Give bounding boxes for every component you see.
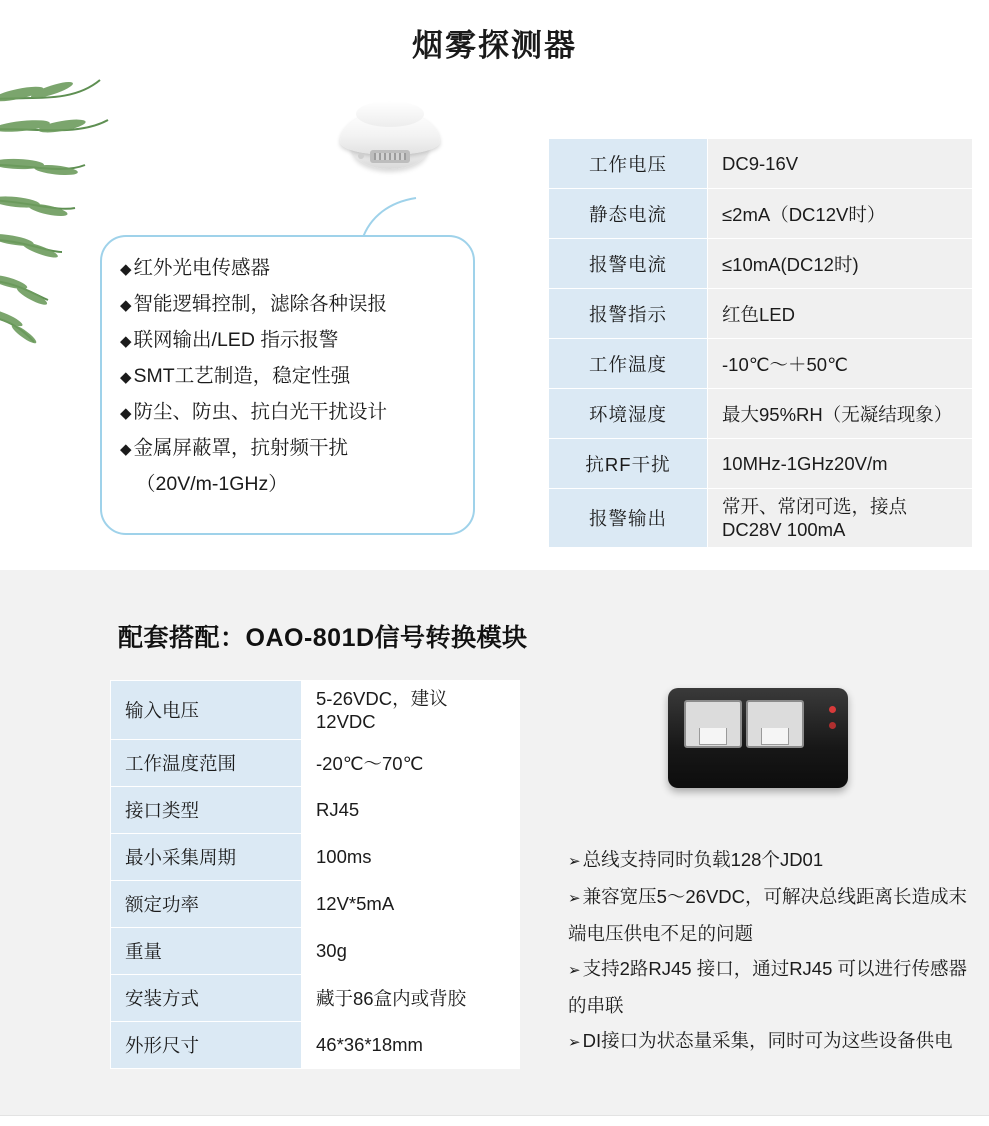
module-section-title: 配套搭配：OAO-801D信号转换模块 <box>118 624 528 652</box>
feature-text: 红外光电传感器 <box>133 257 271 279</box>
module-spec-key: 工作温度范围 <box>111 740 302 787</box>
feature-text: 金属屏蔽罩，抗射频干扰 <box>133 437 349 459</box>
list-item <box>120 251 465 287</box>
list-item <box>568 951 968 1023</box>
feature-list <box>120 251 465 501</box>
arrow-bullet-icon: ➢ <box>568 962 581 979</box>
spec-value: -10℃～＋50℃ <box>708 339 973 389</box>
module-spec-key: 输入电压 <box>111 681 302 740</box>
spec-value: 红色LED <box>708 289 973 339</box>
spec-value: 最大95%RH（无凝结现象） <box>708 389 973 439</box>
table-row <box>549 139 973 189</box>
module-spec-value: -20℃～70℃ <box>302 740 520 787</box>
diamond-bullet-icon: ◆ <box>120 441 132 458</box>
table-row <box>549 239 973 289</box>
module-spec-value: 46*36*18mm <box>302 1022 520 1069</box>
arrow-bullet-icon: ➢ <box>568 853 581 870</box>
list-item <box>568 842 968 879</box>
module-specification-table <box>110 680 520 1069</box>
note-text: 总线支持同时负载128个JD01 <box>582 849 824 870</box>
module-spec-key: 重量 <box>111 928 302 975</box>
module-spec-value-line2: 12VDC <box>316 711 376 732</box>
table-row <box>549 439 973 489</box>
spec-key: 报警指示 <box>549 289 708 339</box>
module-spec-key: 安装方式 <box>111 975 302 1022</box>
feature-callout-box <box>100 235 475 535</box>
module-led-2 <box>829 722 836 729</box>
page-bottom-divider <box>0 1115 989 1126</box>
module-body <box>668 688 848 788</box>
list-item <box>120 323 465 359</box>
spec-value: ≤2mA（DC12V时） <box>708 189 973 239</box>
spec-key: 工作温度 <box>549 339 708 389</box>
detector-led-indicator <box>358 153 364 159</box>
diamond-bullet-icon: ◆ <box>120 369 132 386</box>
spec-key: 工作电压 <box>549 139 708 189</box>
spec-key: 报警电流 <box>549 239 708 289</box>
note-text: 支持2路RJ45 接口，通过RJ45 可以进行传感器的串联 <box>568 958 968 1016</box>
rj45-port-2 <box>746 700 804 748</box>
module-spec-value: 100ms <box>302 834 520 881</box>
converter-module-section <box>0 570 989 1115</box>
module-notes-list <box>568 842 968 1060</box>
diamond-bullet-icon: ◆ <box>120 405 132 422</box>
table-row <box>111 787 520 834</box>
table-row <box>549 489 973 548</box>
spec-value-line2: DC28V 100mA <box>722 519 846 540</box>
spec-key: 环境湿度 <box>549 389 708 439</box>
module-spec-value: 藏于86盒内或背胶 <box>302 975 520 1022</box>
note-text: 兼容宽压5～26VDC，可解决总线距离长造成末端电压供电不足的问题 <box>568 886 968 944</box>
spec-value <box>708 489 973 548</box>
list-item <box>120 395 465 431</box>
module-led-1 <box>829 706 836 713</box>
arrow-bullet-icon: ➢ <box>568 1034 581 1051</box>
diamond-bullet-icon: ◆ <box>120 297 132 314</box>
module-spec-key: 外形尺寸 <box>111 1022 302 1069</box>
spec-key: 静态电流 <box>549 189 708 239</box>
spec-key: 报警输出 <box>549 489 708 548</box>
table-row <box>111 740 520 787</box>
specification-table <box>548 138 973 548</box>
diamond-bullet-icon: ◆ <box>120 261 132 278</box>
module-spec-key: 最小采集周期 <box>111 834 302 881</box>
table-row <box>111 881 520 928</box>
spec-key: 抗RF干扰 <box>549 439 708 489</box>
module-spec-value-line1: 5-26VDC，建议 <box>316 688 448 709</box>
list-item <box>120 287 465 323</box>
table-row <box>111 1022 520 1069</box>
table-row <box>111 928 520 975</box>
spec-value: DC9-16V <box>708 139 973 189</box>
module-spec-key: 额定功率 <box>111 881 302 928</box>
detector-top <box>356 101 424 127</box>
spec-value-line1: 常开、常闭可选，接点 <box>722 496 908 517</box>
spec-value: 10MHz-1GHz20V/m <box>708 439 973 489</box>
table-row <box>111 834 520 881</box>
module-spec-key: 接口类型 <box>111 787 302 834</box>
list-item <box>568 879 968 951</box>
diamond-bullet-icon: ◆ <box>120 333 132 350</box>
module-spec-value: RJ45 <box>302 787 520 834</box>
table-row <box>549 189 973 239</box>
table-row <box>549 289 973 339</box>
page-title: 烟雾探测器 <box>412 28 577 63</box>
feature-continuation-text: （20V/m-1GHz） <box>136 473 288 495</box>
module-spec-value: 12V*5mA <box>302 881 520 928</box>
table-row <box>549 339 973 389</box>
feature-text: 智能逻辑控制，滤除各种误报 <box>133 293 388 315</box>
feature-text: 防尘、防虫、抗白光干扰设计 <box>133 401 388 423</box>
table-row <box>111 681 520 740</box>
feature-text: SMT工艺制造，稳定性强 <box>133 365 351 387</box>
arrow-bullet-icon: ➢ <box>568 890 581 907</box>
list-item <box>120 431 465 467</box>
rj45-port-1 <box>684 700 742 748</box>
converter-module-image <box>668 688 848 798</box>
table-row <box>549 389 973 439</box>
list-item <box>120 359 465 395</box>
module-spec-value <box>302 681 520 740</box>
detector-vent <box>370 150 410 163</box>
table-row <box>111 975 520 1022</box>
module-spec-value: 30g <box>302 928 520 975</box>
smoke-detector-image <box>330 95 450 205</box>
list-item <box>568 1023 968 1060</box>
note-text: DI接口为状态量采集，同时可为这些设备供电 <box>582 1030 953 1051</box>
feature-text: 联网输出/LED 指示报警 <box>133 329 339 351</box>
spec-value: ≤10mA(DC12时) <box>708 239 973 289</box>
